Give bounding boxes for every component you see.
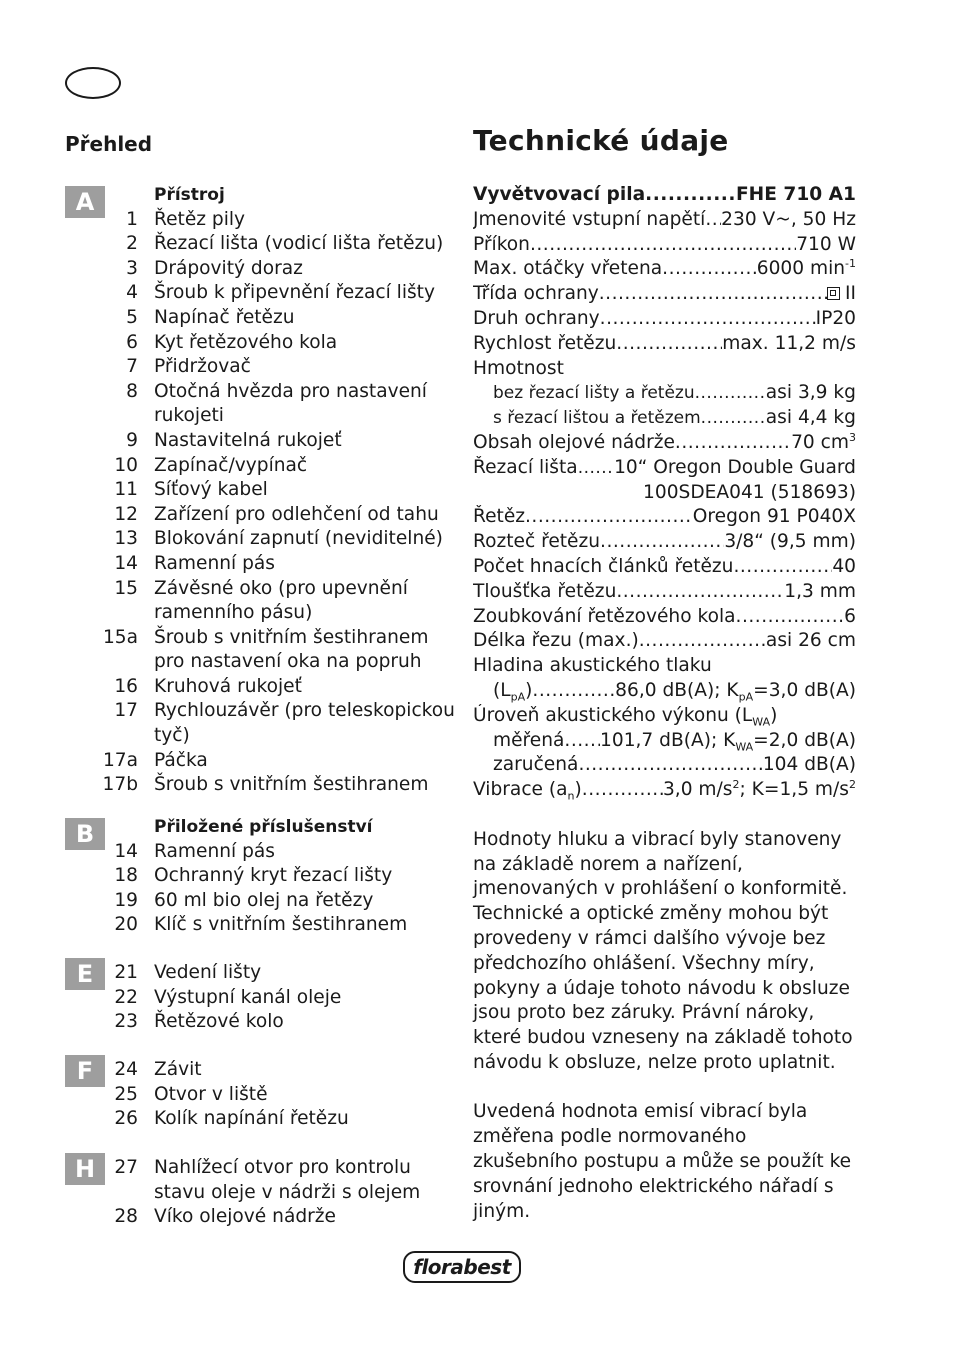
list-item	[65, 986, 455, 1011]
spec-label: Hmotnost	[473, 357, 564, 379]
item-text: Šroub s vnitřním šestihranem pro nastavení oka na popruh	[154, 626, 429, 673]
spec-value: FHE 710 A1	[735, 184, 856, 205]
item-number: 3	[126, 257, 138, 279]
item-text: Ramenní pás	[154, 840, 275, 862]
item-text: Závěsné oko (pro upevnění ramenního pásu)	[154, 577, 408, 624]
item-number: 19	[114, 889, 138, 911]
item-text: Napínač řetězu	[154, 306, 295, 328]
spec-row-power-level	[473, 704, 856, 729]
spec-label: Vibrace $(a_n)$	[473, 779, 582, 803]
spec-value: IP20	[815, 307, 856, 329]
spec-value: 3/8“ (9,5 mm)	[724, 531, 856, 553]
list-item	[65, 1107, 455, 1132]
item-text: Nahlížecí otvor pro kontrolu stavu oleje v nádrži s olejem	[154, 1157, 421, 1203]
spec-label: Vyvětvovací pila	[473, 184, 646, 205]
item-text: Ramenní pás	[154, 552, 275, 574]
florabest-logo-text: florabest	[403, 1251, 521, 1283]
list-item	[65, 840, 455, 865]
spec-label: Hladina akustického tlaku	[473, 655, 712, 677]
protection-class-ii-icon	[827, 287, 840, 300]
item-text: Šroub k připevnění řezací lišty	[154, 282, 435, 304]
spec-table	[473, 183, 856, 803]
item-text: 60 ml bio olej na řetězy	[154, 889, 374, 911]
list-item	[65, 626, 455, 675]
spec-label: $(L_{pA})$	[493, 679, 533, 704]
spec-label: Délka řezu (max.)	[473, 630, 639, 652]
item-text: Síťový kabel	[154, 479, 268, 501]
item-number: 15a	[102, 626, 138, 648]
item-number: 27	[114, 1157, 138, 1178]
list-item	[65, 1083, 455, 1108]
item-number: 7	[126, 356, 138, 378]
spec-label: Max. otáčky vřetena	[473, 258, 663, 280]
item-text: Výstupní kanál oleje	[154, 986, 342, 1008]
spec-label: měřená	[493, 729, 565, 751]
overview-heading: Přehled	[65, 132, 153, 156]
spec-row-bar-cont	[473, 481, 856, 506]
item-number: 20	[114, 914, 138, 936]
list-item	[65, 749, 455, 774]
spec-row-protection-class	[473, 282, 856, 307]
list-item	[65, 454, 455, 479]
spec-label: Druh ochrany	[473, 307, 600, 329]
spec-label: Rychlost řetězu	[473, 332, 617, 354]
language-oval-icon	[65, 67, 121, 99]
item-number: 11	[114, 479, 138, 501]
item-number: 12	[114, 503, 138, 525]
list-item	[65, 864, 455, 889]
spec-value: 710 W	[796, 233, 856, 255]
item-number: 17a	[102, 749, 138, 771]
spec-row-pressure	[473, 654, 856, 679]
technical-data-column	[473, 183, 856, 1224]
spec-row-model	[473, 183, 856, 208]
spec-row-bar	[473, 456, 856, 481]
item-text: Otočná hvězda pro nastavení rukojeti	[154, 380, 427, 427]
item-text: Blokování zapnutí (neviditelné)	[154, 528, 443, 550]
spec-row-voltage	[473, 208, 856, 233]
item-number: 18	[114, 865, 138, 887]
changes-note-paragraph: Technické a optické změny mohou být provedeny v rámci dalšího vývoje bez předchozího ohlášení. Všechny míry, pokyny a údaje tohoto návodu k obsluze jsou proto bez záruky. Právní nároky, které budou vzneseny na základě tohoto návodu k obsluze, nelze proto uplatnit.	[473, 903, 853, 1073]
spec-value: asi 26 cm	[765, 630, 856, 652]
spec-value: asi 3,9 kg	[765, 382, 856, 404]
item-number: 23	[114, 1011, 138, 1033]
item-number: 15	[114, 577, 138, 599]
spec-value: 6	[844, 605, 856, 627]
vibration-note-paragraph: Uvedená hodnota emisí vibrací byla změřena podle normovaného zkušebního postupu a může se použít ke srovnání jednoho elektrického nářadí s jiným.	[473, 1101, 852, 1222]
spec-row-vibration	[473, 778, 856, 803]
spec-label: Třída ochrany	[473, 283, 599, 305]
spec-row-chain	[473, 505, 856, 530]
spec-row-guaranteed	[473, 753, 856, 778]
item-text: Nastavitelná rukojeť	[154, 429, 342, 451]
spec-value: 3,0 $m/s^2$; K=1,5 $m/s^2$	[662, 778, 856, 801]
list-item	[65, 552, 455, 577]
spec-row-chain-speed	[473, 332, 856, 357]
item-text: Zařízení pro odlehčení od tahu	[154, 503, 439, 525]
item-text: Klíč s vnitřním šestihranem	[154, 914, 408, 936]
list-item	[65, 331, 455, 356]
item-number: 26	[114, 1108, 138, 1130]
section-title: Přiložené příslušenství	[154, 817, 373, 837]
list-item	[65, 429, 455, 454]
spec-label: Počet hnacích článků řetězu	[473, 555, 734, 577]
spec-value: 86,0 dB(A); $K_{pA}=3,0$ dB(A)	[615, 679, 856, 704]
spec-row-pitch	[473, 530, 856, 555]
section-letter-badge: H	[65, 1153, 105, 1185]
list-item	[65, 527, 455, 552]
spec-label: Jmenovité vstupní napětí	[473, 208, 706, 230]
item-number: 16	[114, 675, 138, 697]
section-e	[65, 961, 455, 1035]
item-number: 5	[126, 306, 138, 328]
spec-label: s řezací lištou a řetězem	[493, 408, 701, 429]
spec-value: Oregon 91 P040X	[692, 506, 856, 528]
list-item	[65, 1156, 455, 1205]
spec-row-links	[473, 555, 856, 580]
spec-row-power	[473, 233, 856, 258]
list-item	[65, 208, 455, 233]
spec-row-measured	[473, 729, 856, 754]
spec-label: Tloušťka řetězu	[473, 580, 617, 602]
spec-label: Řetěz	[473, 506, 526, 528]
spec-value: 230 V~, 50 Hz	[721, 208, 856, 230]
spec-row-cut	[473, 629, 856, 654]
item-number: 17b	[102, 774, 138, 796]
spec-value: 70 $cm^3$	[791, 430, 856, 453]
spec-label: Úroveň akustického výkonu $(L_{WA})$	[473, 704, 778, 729]
item-text: Šroub s vnitřním šestihranem	[154, 774, 429, 796]
item-number: 24	[114, 1059, 138, 1080]
spec-value: asi 4,4 kg	[765, 407, 856, 429]
item-number: 21	[114, 962, 138, 983]
item-number: 6	[126, 331, 138, 353]
item-number: 2	[126, 233, 138, 255]
list-item	[65, 355, 455, 380]
item-number: 1	[126, 208, 138, 230]
list-item	[65, 380, 455, 429]
item-text: Řetězové kolo	[154, 1011, 284, 1033]
list-item	[65, 1010, 455, 1035]
item-text: Ochranný kryt řezací lišty	[154, 865, 393, 887]
spec-row-oil	[473, 431, 856, 456]
spec-value: 100SDEA041 (518693)	[643, 481, 856, 503]
item-text: Vedení lišty	[154, 962, 262, 983]
list-item	[65, 773, 455, 798]
list-item	[65, 478, 455, 503]
item-number: 4	[126, 282, 138, 304]
list-item	[65, 1058, 455, 1083]
item-text: Páčka	[154, 749, 208, 771]
item-number: 14	[114, 840, 138, 862]
item-text: Kruhová rukojeť	[154, 675, 302, 697]
spec-row-weight-no-bar	[473, 381, 856, 406]
spec-value: 1,3 mm	[784, 580, 856, 602]
section-title: Přístroj	[154, 185, 225, 205]
spec-row-thickness	[473, 580, 856, 605]
spec-label: bez řezací lišty a řetězu	[493, 383, 695, 404]
spec-value: 10“ Oregon Double Guard	[614, 456, 856, 478]
spec-label: Zoubkování řetězového kola	[473, 605, 736, 627]
item-number: 13	[114, 528, 138, 550]
noise-note-paragraph: Hodnoty hluku a vibrací byly stanoveny na základě norem a nařízení, jmenovaných v prohlášení o konformitě.	[473, 828, 848, 900]
spec-value: 101,7 dB(A); $K_{WA}=2,0$ dB(A)	[600, 729, 856, 754]
item-text: Víko olejové nádrže	[154, 1206, 336, 1228]
spec-value: II	[827, 282, 856, 307]
item-number: 28	[114, 1206, 138, 1228]
spec-row-ip	[473, 307, 856, 332]
item-number: 10	[114, 454, 138, 476]
item-text: Rychlouzávěr (pro teleskopickou tyč)	[154, 700, 455, 747]
item-text: Závit	[154, 1059, 202, 1080]
spec-label: Řezací lišta	[473, 456, 578, 478]
list-item	[65, 889, 455, 914]
item-text: Řezací lišta (vodicí lišta řetězu)	[154, 233, 444, 255]
item-number: 22	[114, 986, 138, 1008]
item-text: Kyt řetězového kola	[154, 331, 338, 353]
item-number: 25	[114, 1083, 138, 1105]
florabest-logo	[406, 1246, 518, 1288]
list-item	[65, 913, 455, 938]
section-f	[65, 1058, 455, 1132]
list-item	[65, 1205, 455, 1230]
spec-row-weight-bar	[473, 406, 856, 431]
spec-label: Obsah olejové nádrže	[473, 431, 675, 453]
section-b	[65, 815, 455, 938]
list-item	[65, 232, 455, 257]
item-number: 9	[126, 429, 138, 451]
item-text: Drápovitý doraz	[154, 257, 303, 279]
item-number: 14	[114, 552, 138, 574]
spec-label: Příkon	[473, 233, 530, 255]
spec-row-weight	[473, 357, 856, 382]
item-text: Kolík napínání řetězu	[154, 1108, 349, 1130]
list-item	[65, 281, 455, 306]
spec-value: 40	[832, 555, 856, 577]
item-text: Otvor v liště	[154, 1083, 268, 1105]
item-text: Přidržovač	[154, 356, 251, 378]
section-h	[65, 1156, 455, 1230]
item-text: Zapínač/vypínač	[154, 454, 308, 476]
section-letter-badge: E	[65, 958, 105, 990]
list-item	[65, 577, 455, 626]
item-number: 8	[126, 380, 138, 402]
list-item	[65, 675, 455, 700]
spec-row-teeth	[473, 605, 856, 630]
section-letter-badge: F	[65, 1055, 105, 1087]
spec-label: Rozteč řetězu	[473, 531, 601, 553]
spec-row-speed	[473, 257, 856, 282]
item-number: 17	[114, 700, 138, 722]
list-item	[65, 257, 455, 282]
list-item	[65, 306, 455, 331]
spec-value: 6000 $\min^{-1}$	[756, 257, 856, 280]
spec-value: 104 dB(A)	[762, 754, 856, 776]
list-item	[65, 699, 455, 748]
item-text: Řetěz pily	[154, 208, 246, 230]
spec-value: max. 11,2 m/s	[722, 332, 856, 354]
section-letter-badge: A	[65, 186, 105, 218]
technical-data-heading: Technické údaje	[473, 124, 729, 157]
spec-row-lpa	[473, 679, 856, 704]
list-item	[65, 961, 455, 986]
spec-label: zaručená	[493, 754, 579, 776]
list-item	[65, 503, 455, 528]
section-letter-badge: B	[65, 818, 105, 850]
section-a	[65, 183, 455, 798]
